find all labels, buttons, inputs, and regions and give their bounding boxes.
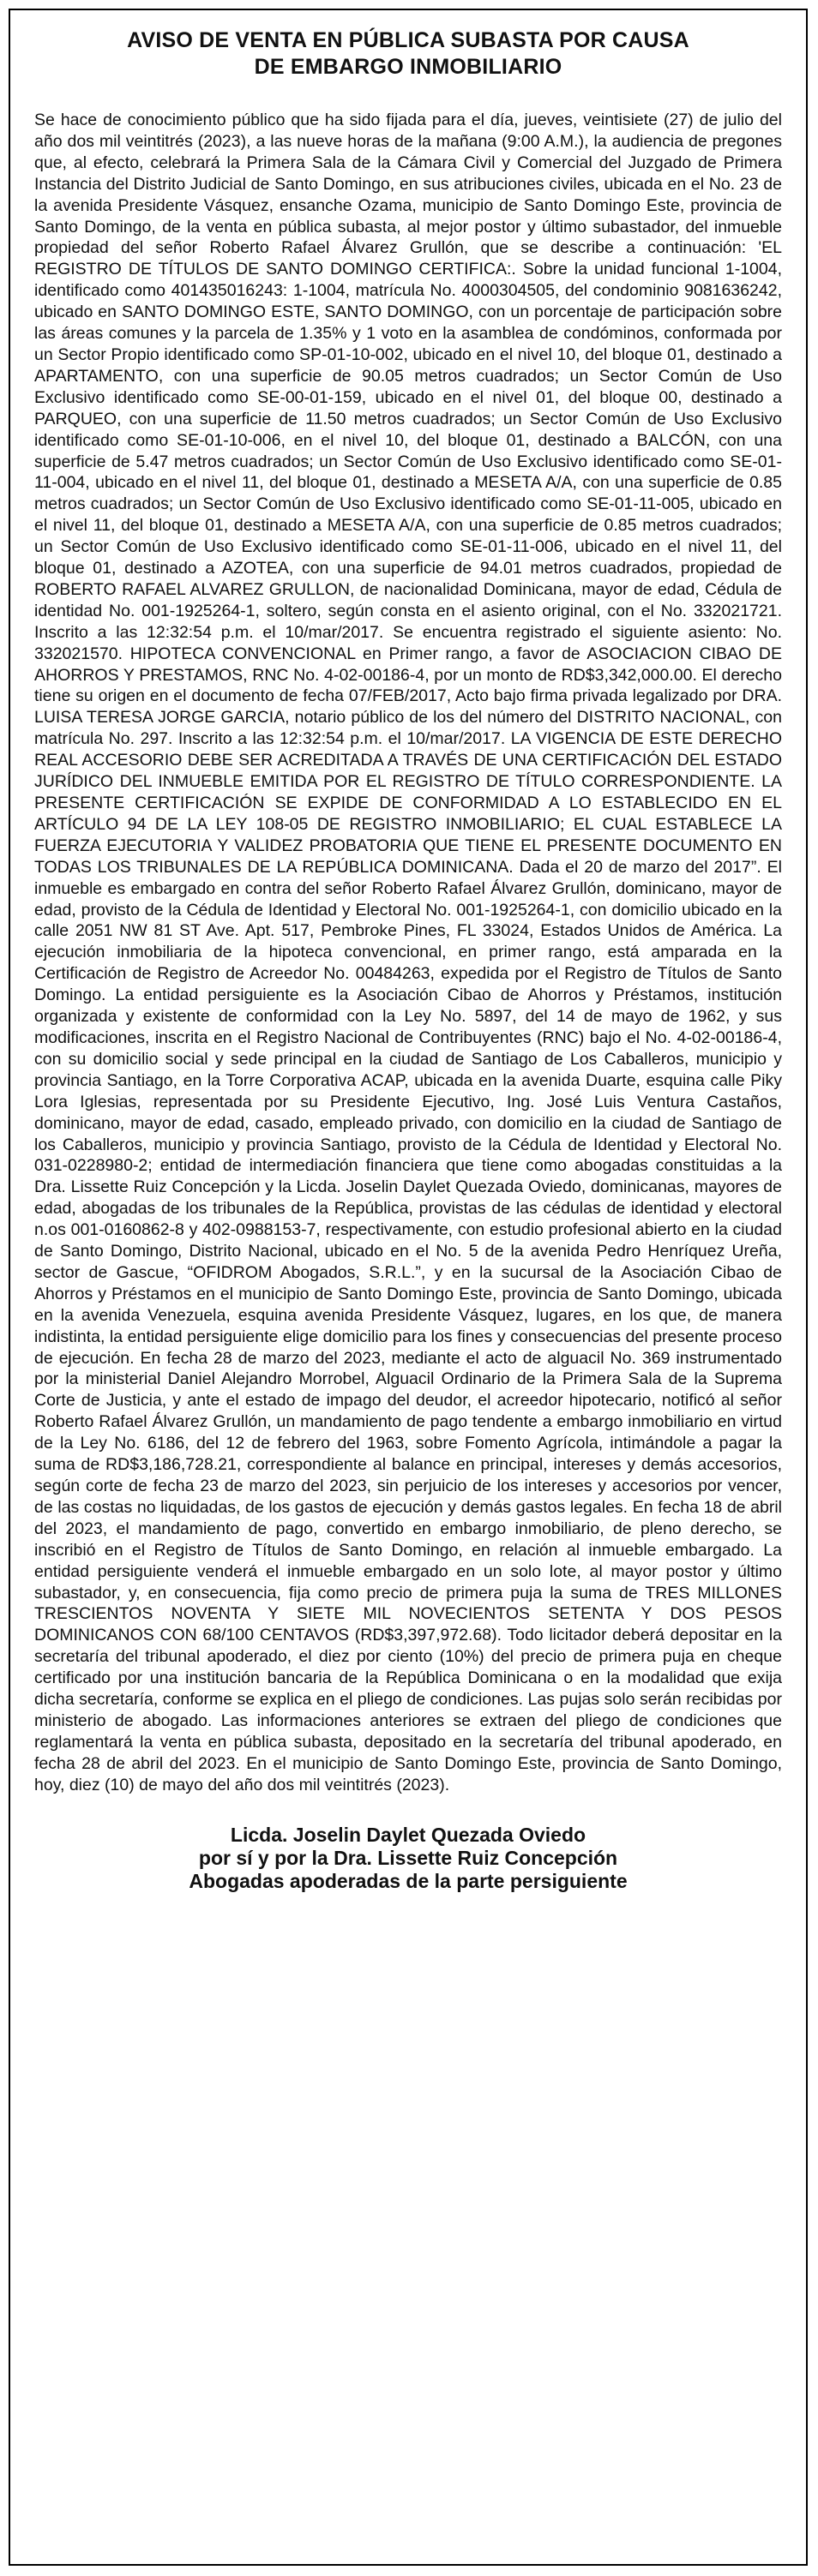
legal-notice <box>9 9 808 2566</box>
signature-on-behalf: por sí y por la Dra. Lissette Ruiz Concepción <box>198 1846 618 1869</box>
signature-name: Licda. Joselin Daylet Quezada Oviedo <box>230 1823 586 1846</box>
signature-block <box>34 1824 782 1893</box>
signature-role: Abogadas apoderadas de la parte persiguiente <box>189 1869 628 1892</box>
notice-title-line-1: AVISO DE VENTA EN PÚBLICA SUBASTA POR CAUSA <box>127 28 689 52</box>
notice-title-line-2: DE EMBARGO INMOBILIARIO <box>254 55 562 79</box>
notice-body: Se hace de conocimiento público que ha sido fijada para el día, jueves, veintisiete (27) de julio del año dos mil veintitrés (2023), a las nueve horas de la mañana (9:00 A.M.), la audiencia de pregones que, al efecto, celebrará la Primera Sala de la Cámara Civil y Comercial del Juzgado de Primera Instancia del Distrito Judicial de Santo Domingo, en sus atribuciones civiles, ubicada en el No. 23 de la avenida Presidente Vásquez, ensanche Ozama, municipio de Santo Domingo Este, provincia de Santo Domingo, de la venta en pública subasta, al mejor postor y último subastador, del inmueble propiedad del señor Roberto Rafael Álvarez Grullón, que se describe a continuación: 'EL REGISTRO DE TÍTULOS DE SANTO DOMINGO CERTIFICA:. Sobre la unidad funcional 1-1004, identificado como 401435016243: 1-1004, matrícula No. 4000304505, del condominio 9081636242, ubicado en SANTO DOMINGO ESTE, SANTO DOMINGO, con un porcentaje de participación sobre las áreas comunes y la parcela de 1.35% y 1 voto en la asamblea de condóminos, conformada por un Sector Propio identificado como SP-01-10-002, ubicado en el nivel 10, del bloque 01, destinado a APARTAMENTO, con una superficie de 90.05 metros cuadrados; un Sector Común de Uso Exclusivo identificado como SE-00-01-159, ubicado en el nivel 01, del bloque 00, destinado a PARQUEO, con una superficie de 11.50 metros cuadrados; un Sector Común de Uso Exclusivo identificado como SE-01-10-006, en el nivel 10, del bloque 01, destinado a BALCÓN, con una superficie de 5.47 metros cuadrados; un Sector Común de Uso Exclusivo identificado como SE-01-11-004, ubicado en el nivel 11, del bloque 01, destinado a MESETA A/A, con una superficie de 0.85 metros cuadrados; un Sector Común de Uso Exclusivo identificado como SE-01-11-005, ubicado en el nivel 11, del bloque 01, destinado a MESETA A/A, con una superficie de 0.85 metros cuadrados; un Sector Común de Uso Exclusivo identificado como SE-01-11-006, ubicado en el nivel 11, del bloque 01, destinado a AZOTEA, con una superficie de 94.01 metros cuadrados, propiedad de ROBERTO RAFAEL ALVAREZ GRULLON, de nacionalidad Dominicana, mayor de edad, Cédula de identidad No. 001-1925264-1, soltero, según consta en el asiento original, con el No. 332021721. Inscrito a las 12:32:54 p.m. el 10/mar/2017. Se encuentra registrado el siguiente asiento: No. 332021570. HIPOTECA CONVENCIONAL en Primer rango, a favor de ASOCIACION CIBAO DE AHORROS Y PRESTAMOS, RNC No. 4-02-00186-4, por un monto de RD$3,342,000.00. El derecho tiene su origen en el documento de fecha 07/FEB/2017, Acto bajo firma privada legalizado por DRA. LUISA TERESA JORGE GARCIA, notario público de los del número del DISTRITO NACIONAL, con matrícula No. 297. Inscrito a las 12:32:54 p.m. el 10/mar/2017. LA VIGENCIA DE ESTE DERECHO REAL ACCESORIO DEBE SER ACREDITADA A TRAVÉS DE UNA CERTIFICACIÓN DEL ESTADO JURÍDICO DEL INMUEBLE EMITIDA POR EL REGISTRO DE TÍTULO CORRESPONDIENTE. LA PRESENTE CERTIFICACIÓN SE EXPIDE DE CONFORMIDAD A LO ESTABLECIDO EN EL ARTÍCULO 94 DE LA LEY 108-05 DE REGISTRO INMOBILIARIO; EL CUAL ESTABLECE LA FUERZA EJECUTORIA Y VALIDEZ PROBATORIA QUE TIENE EL PRESENTE DOCUMENTO EN TODAS LOS TRIBUNALES DE LA REPÚBLICA DOMINICANA. Dada el 20 de marzo del 2017”. El inmueble es embargado en contra del señor Roberto Rafael Álvarez Grullón, dominicano, mayor de edad, provisto de la Cédula de Identidad y Electoral No. 001-1925264-1, con domicilio ubicado en la calle 2051 NW 81 ST Ave. Apt. 517, Pembroke Pines, FL 33024, Estados Unidos de América. La ejecución inmobiliaria de la hipoteca convencional, en primer rango, está amparada en la Certificación de Registro de Acreedor No. 00484263, expedida por el Registro de Títulos de Santo Domingo. La entidad persiguiente es la Asociación Cibao de Ahorros y Préstamos, institución organizada y existente de conformidad con la Ley No. 5897, del 14 de mayo de 1962, y sus modificaciones, inscrita en el Registro Nacional de Contribuyentes (RNC) bajo el No. 4-02-00186-4, con su domicilio social y sede principal en la ciudad de Santiago de Los Caballeros, municipio y provincia Santiago, en la Torre Corporativa ACAP, ubicada en la avenida Duarte, esquina calle Piky Lora Iglesias, representada por su Presidente Ejecutivo, Ing. José Luis Ventura Castaños, dominicano, mayor de edad, casado, empleado privado, con domicilio en la ciudad de Santiago de los Caballeros, municipio y provincia Santiago, provisto de la Cédula de Identidad y Electoral No. 031-0228980-2; entidad de intermediación financiera que tiene como abogadas constituidas a la Dra. Lissette Ruiz Concepción y la Licda. Joselin Daylet Quezada Oviedo, dominicanas, mayores de edad, abogadas de los tribunales de la República, provistas de las cédulas de identidad y electoral n.os 001-0160862-8 y 402-0988153-7, respectivamente, con estudio profesional abierto en la ciudad de Santo Domingo, Distrito Nacional, ubicado en el No. 5 de la avenida Pedro Henríquez Ureña, sector de Gascue, “OFIDROM Abogados, S.R.L.”, y en la sucursal de la Asociación Cibao de Ahorros y Préstamos en el municipio de Santo Domingo Este, provincia de Santo Domingo, ubicada en la avenida Venezuela, esquina avenida Presidente Vásquez, lugares, en los que, de manera indistinta, la entidad persiguiente elige domicilio para los fines y consecuencias del presente proceso de ejecución. En fecha 28 de marzo del 2023, mediante el acto de alguacil No. 369 instrumentado por la ministerial Daniel Alejandro Morrobel, Alguacil Ordinario de la Primera Sala de la Suprema Corte de Justicia, y ante el estado de impago del deudor, el acreedor hipotecario, notificó al señor Roberto Rafael Álvarez Grullón, un mandamiento de pago tendente a embargo inmobiliario en virtud de la Ley No. 6186, del 12 de febrero del 1963, sobre Fomento Agrícola, intimándole a pagar la suma de RD$3,186,728.21, correspondiente al balance en principal, intereses y demás accesorios, según corte de fecha 23 de marzo del 2023, sin perjuicio de los intereses y accesorios por vencer, de las costas no liquidadas, de los gastos de ejecución y demás gastos legales. En fecha 18 de abril del 2023, el mandamiento de pago, convertido en embargo inmobiliario, de pleno derecho, se inscribió en el Registro de Títulos de Santo Domingo, en relación al inmueble embargado. La entidad persiguiente venderá el inmueble embargado en un solo lote, al mayor postor y último subastador, y, en consecuencia, fija como precio de primera puja la suma de TRES MILLONES TRESCIENTOS NOVENTA Y SIETE MIL NOVECIENTOS SETENTA Y DOS PESOS DOMINICANOS CON 68/100 CENTAVOS (RD$3,397,972.68). Todo licitador deberá depositar en la secretaría del tribunal apoderado, el diez por ciento (10%) del precio de primera puja en cheque certificado por una institución bancaria de la República Dominicana o en la modalidad que exija dicha secretaría, conforme se explica en el pliego de condiciones. Las pujas solo serán recibidas por ministerio de abogado. Las informaciones anteriores se extraen del pliego de condiciones que reglamentará la venta en pública subasta, depositado en la secretaría del tribunal apoderado, en fecha 28 de abril del 2023. En el municipio de Santo Domingo Este, provincia de Santo Domingo, hoy, diez (10) de mayo del año dos mil veintitrés (2023). <box>34 111 782 1794</box>
notice-title <box>34 27 782 81</box>
